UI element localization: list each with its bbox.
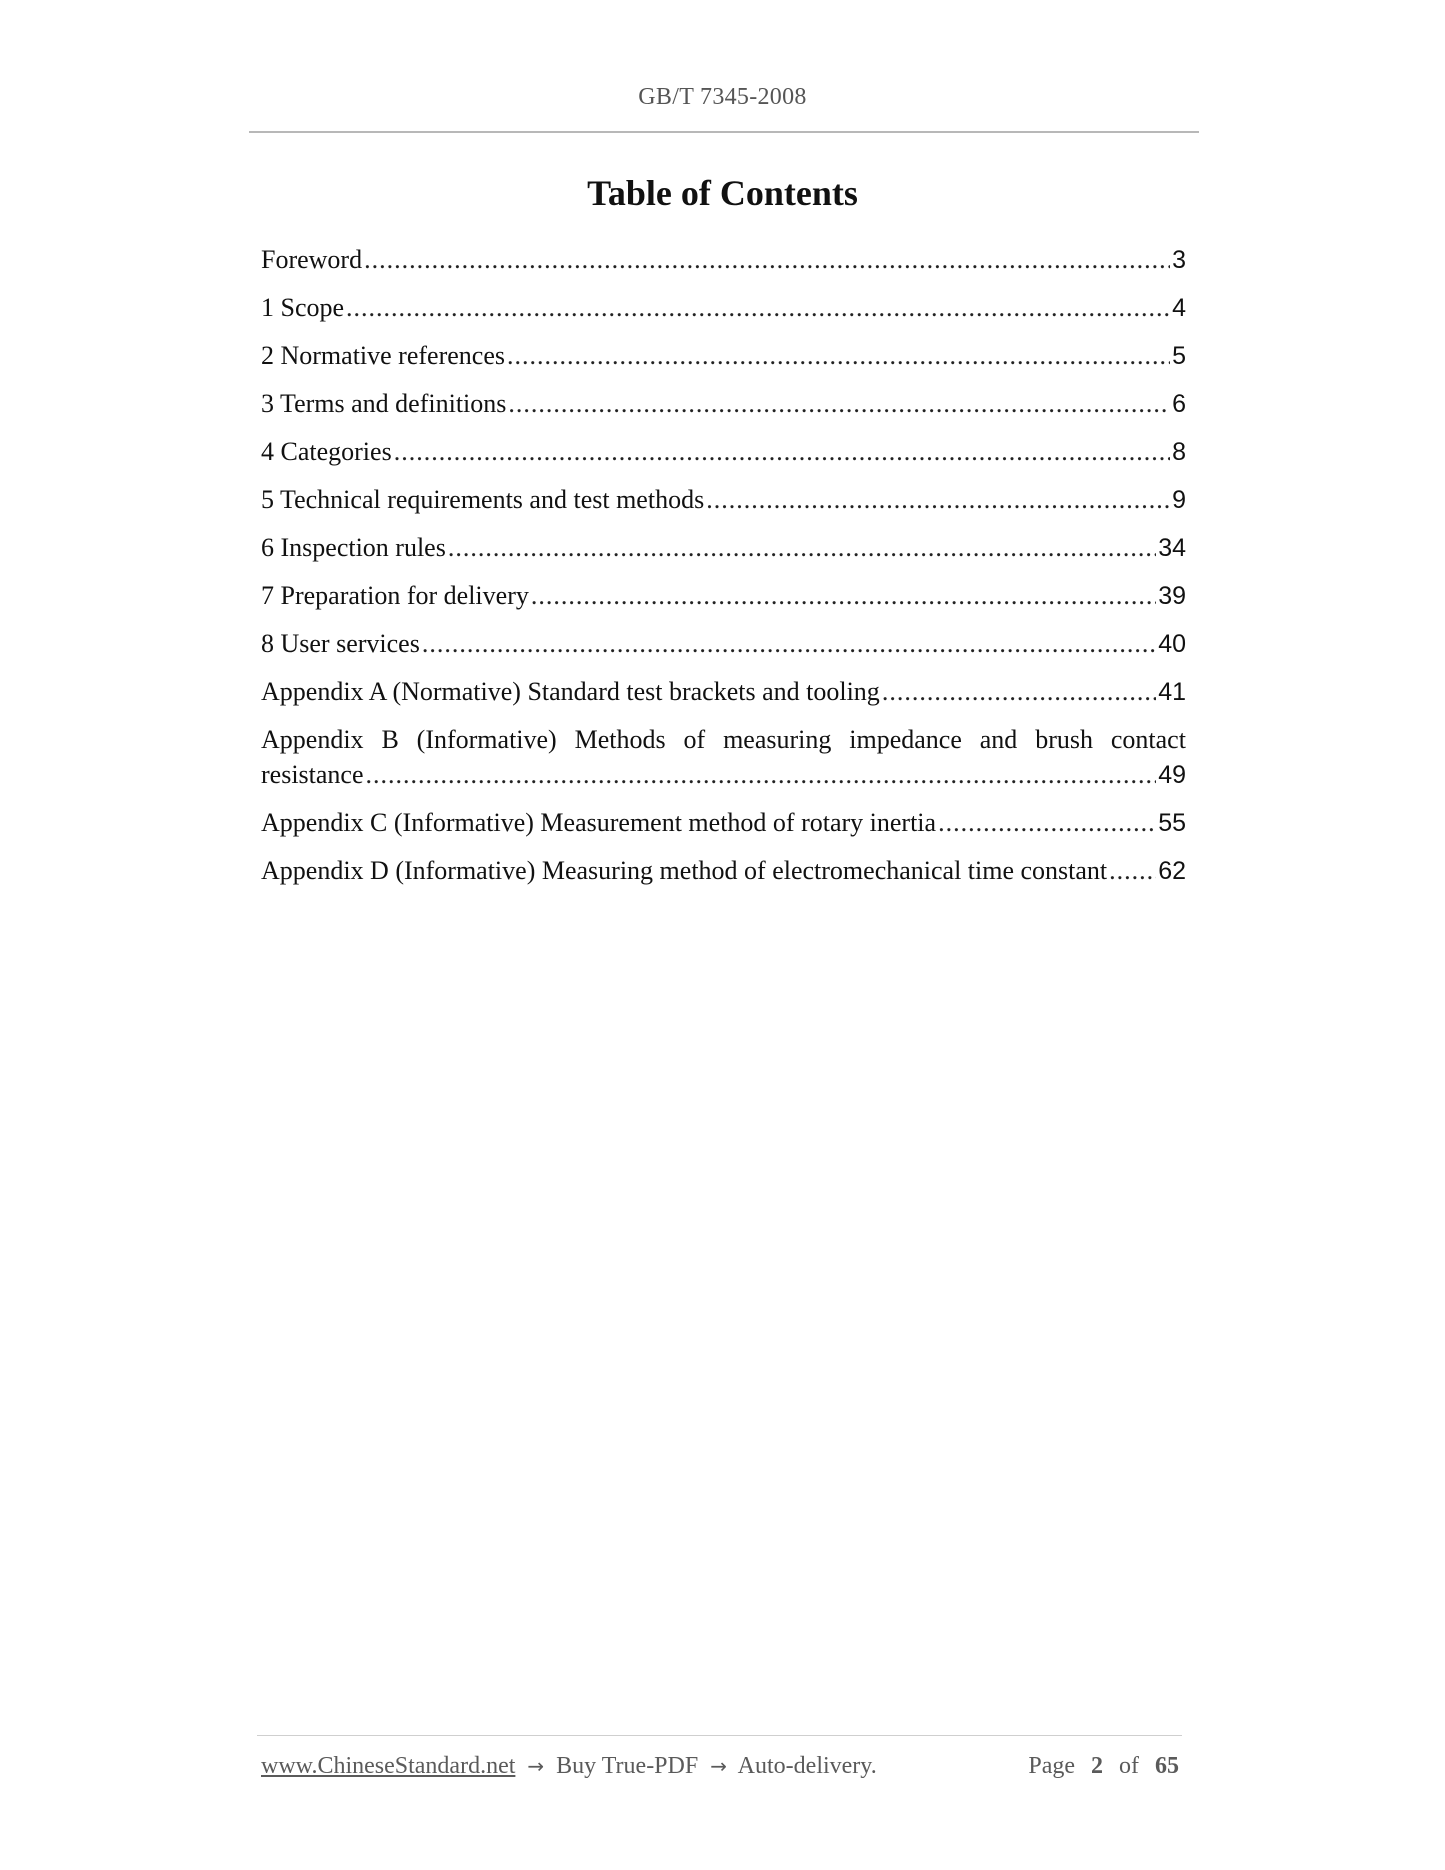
toc-dot-leader: [706, 483, 1170, 517]
toc-entry-page: 55: [1158, 809, 1186, 837]
toc-entry-label: 6 Inspection rules: [261, 533, 446, 562]
arrow-right-icon: →: [527, 1754, 545, 1778]
site-link[interactable]: www.ChineseStandard.net: [261, 1753, 516, 1779]
toc-entry-page: 6: [1172, 390, 1186, 418]
toc-word: (Informative): [416, 725, 557, 754]
toc-entry-label-justified: [261, 723, 1186, 758]
toc-word: Methods: [574, 725, 666, 754]
page-label: Page: [1028, 1753, 1075, 1779]
toc-dot-leader: [938, 806, 1156, 840]
toc-entry-page: 39: [1158, 582, 1186, 610]
toc-entry-label: 3 Terms and definitions: [261, 389, 507, 418]
page-of-label: of: [1119, 1753, 1139, 1779]
toc-entry-page: 4: [1172, 294, 1186, 322]
toc-dot-leader: [1109, 854, 1156, 888]
toc-word: contact: [1110, 725, 1186, 754]
toc-entry-label: 2 Normative references: [261, 341, 505, 370]
toc-entry-page: 49: [1158, 761, 1186, 789]
toc-entry-label: Appendix A (Normative) Standard test brackets and tooling: [261, 677, 880, 706]
toc-entry-page: 34: [1158, 534, 1186, 562]
toc-entry-normative-references[interactable]: [261, 339, 1186, 387]
toc-entry-page: 8: [1172, 438, 1186, 466]
toc-dot-leader: [364, 243, 1170, 277]
header-divider: [249, 131, 1199, 133]
toc-entry-technical-requirements[interactable]: [261, 483, 1186, 531]
toc-word: impedance: [849, 725, 962, 754]
toc-title: Table of Contents: [587, 173, 858, 213]
toc-entry-scope[interactable]: [261, 291, 1186, 339]
toc-entry-categories[interactable]: [261, 435, 1186, 483]
toc-entry-page: 41: [1158, 678, 1186, 706]
toc-entry-label: 5 Technical requirements and test methods: [261, 485, 705, 514]
toc-entry-appendix-c[interactable]: [261, 806, 1186, 854]
table-of-contents: [261, 243, 1186, 902]
toc-dot-leader: [394, 435, 1170, 469]
toc-dot-leader: [448, 531, 1156, 565]
toc-dot-leader: [531, 579, 1156, 613]
toc-dot-leader: [366, 758, 1157, 792]
toc-word: brush: [1035, 725, 1093, 754]
document-code-header: GB/T 7345-2008: [638, 84, 807, 110]
total-pages-number: 65: [1155, 1753, 1179, 1779]
toc-entry-label: Foreword: [261, 245, 363, 274]
toc-dot-leader: [882, 675, 1156, 709]
toc-dot-leader: [507, 339, 1170, 373]
toc-entry-page: 5: [1172, 342, 1186, 370]
toc-word: and: [979, 725, 1018, 754]
toc-entry-user-services[interactable]: [261, 627, 1186, 675]
toc-word: B: [381, 725, 399, 754]
toc-entry-label: 7 Preparation for delivery: [261, 581, 529, 610]
arrow-right-icon: →: [710, 1754, 727, 1778]
toc-entry-label: Appendix D (Informative) Measuring method of electromechanical time constant: [261, 856, 1108, 885]
toc-entry-page: 9: [1172, 486, 1186, 514]
toc-word: of: [683, 725, 706, 754]
toc-entry-label: 1 Scope: [261, 293, 345, 322]
toc-entry-label-continued: resistance: [261, 760, 364, 789]
page-footer: [261, 1753, 1179, 1780]
toc-dot-leader: [422, 627, 1156, 661]
toc-entry-inspection-rules[interactable]: [261, 531, 1186, 579]
toc-word: measuring: [723, 725, 832, 754]
toc-entry-label: 8 User services: [261, 629, 420, 658]
footer-promo: [261, 1753, 877, 1780]
toc-dot-leader: [346, 291, 1170, 325]
current-page-number: 2: [1091, 1753, 1103, 1779]
toc-entry-label: Appendix C (Informative) Measurement method of rotary inertia: [261, 808, 937, 837]
buy-true-pdf-text: Buy True-PDF: [556, 1753, 699, 1779]
toc-entry-appendix-d[interactable]: [261, 854, 1186, 902]
toc-entry-label: 4 Categories: [261, 437, 392, 466]
toc-entry-preparation-for-delivery[interactable]: [261, 579, 1186, 627]
toc-entry-page: 3: [1172, 246, 1186, 274]
toc-entry-appendix-b[interactable]: [261, 723, 1186, 806]
toc-entry-foreword[interactable]: [261, 243, 1186, 291]
toc-entry-appendix-a[interactable]: [261, 675, 1186, 723]
page-number: [1028, 1753, 1179, 1780]
toc-dot-leader: [508, 387, 1170, 421]
auto-delivery-text: Auto-delivery.: [737, 1753, 877, 1779]
toc-entry-page: 62: [1158, 857, 1186, 885]
toc-entry-terms-and-definitions[interactable]: [261, 387, 1186, 435]
toc-word: Appendix: [261, 725, 364, 754]
footer-divider: [257, 1735, 1182, 1736]
toc-entry-page: 40: [1158, 630, 1186, 658]
